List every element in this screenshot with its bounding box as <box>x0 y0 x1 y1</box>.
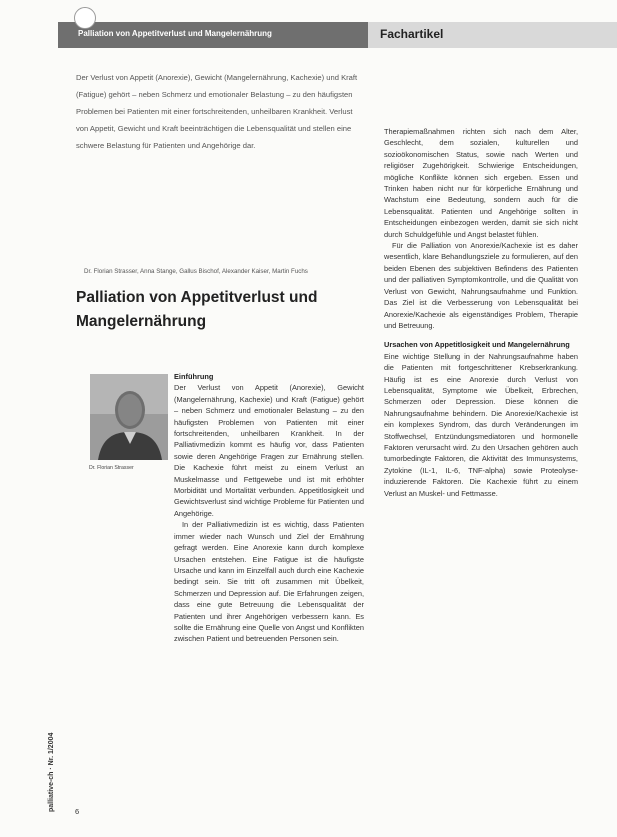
paragraph: Für die Palliation von Anorexie/Kachexie ist es daher wesentlich, klare Behandlungsziele zu formulieren, auf den beiden Ebenen des subjektiven Befindens des Patienten und der palliativen Symptomkontrolle, und die Qualität von Verlust von Gewicht, Nahrungsaufnahme und Funktion. Das Ziel ist die Verbesserung von Lebensqualität bei Anorexie/Kachexie als eigenständiges Problem, Therapie und Betreuung. <box>384 241 578 330</box>
article-title: Palliation von Appetitverlust und Mangelernährung <box>76 289 318 330</box>
section-heading-introduction: Einführung <box>174 372 214 381</box>
header-title: Palliation von Appetitverlust und Mangelernährung <box>78 29 272 38</box>
section-heading-causes: Ursachen von Appetitlosigkeit und Mangelernährung <box>384 340 570 350</box>
paragraph: Eine wichtige Stellung in der Nahrungsaufnahme haben die Patienten mit fortgeschrittener Krebserkrankung. Häufig ist es eine Anorexie durch Verlust von Lebensqualität, Symptome wie Übelkeit, Erbrechen, Schmerzen oder Depression. Diese können die Nahrungsaufnahme behindern. Die Anorexie/Kachexie ist ein komplexes Syndrom, das durch Veränderungen im Stoffwechsel, Entzündungsmediatoren und hormonelle Faktoren verursacht wird. Zu den Ursachen gehören auch tumorbedingte Faktoren, die Aktivität des Immunsystems, Zytokine (IL-1, IL-6, TNF-alpha) sowie Proteolyse-induzierende Faktoren. Die Kachexie führt zu einem Verlust an Muskel- und Fettmasse. <box>384 351 578 498</box>
paragraph: In der Palliativmedizin ist es wichtig, dass Patienten immer wieder nach Wunsch und Ziel der Ernährung gefragt werden. Eine Anorexie kann durch komplexe Ursachen entstehen. Eine Fatigue ist die häufigste Ursache und kann im Einzelfall auch durch eine Kachexie bedingt sein. Sie tritt oft zusammen mit Übelkeit, Schmerzen und Depression auf. Die Erfahrungen zeigen, dass eine gute Betreuung die Lebensqualität der Patienten und ihrer Angehörigen verbessern kann. Es sollte die Ernährung eine Quelle von Angst und Konflikten zwischen Patient und betreuenden Personen sein. <box>174 520 364 644</box>
page-number: 6 <box>75 807 80 816</box>
journal-issue: palliative-ch · Nr. 1/2004 <box>48 732 55 812</box>
header-section-label: Fachartikel <box>380 27 444 41</box>
article-column-middle <box>174 371 364 645</box>
paragraph: Der Verlust von Appetit (Anorexie), Gewicht (Mangelernährung, Kachexie) und Kraft (Fatigue) gehört – neben Schmerz und emotionaler Belastung – zu den häufigsten Problemen von Patienten mit einer fortschreitenden, unheilbaren Krankheit. In der Palliativmedizin kommt es häufig vor, dass Patienten sowie deren Angehörige Fragen zur Ernährung stellen. Die Kachexie führt meist zu einem Verlust an Muskelmasse und Fettgewebe und ist mit erhöhter Morbidität und Mortalität verbunden. Appetitlosigkeit und Gewichtsverlust sind wichtige Probleme für Patienten und Angehörige. <box>174 383 364 518</box>
author-photo <box>90 374 168 460</box>
journal-side-label <box>48 702 60 812</box>
photo-caption: Dr. Florian Strasser <box>89 465 134 471</box>
article-abstract: Der Verlust von Appetit (Anorexie), Gewicht (Mangelernährung, Kachexie) und Kraft (Fatigue) gehört – neben Schmerz und emotionaler Belastung – zu den häufigsten Problemen bei Patienten mit einer fortschreitenden, unheilbaren Krankheit. Verlust von Appetit, Gewicht und Kraft beeinträchtigen die Lebensqualität und stellen eine schwere Belastung für Patienten und Angehörige dar. <box>76 73 358 150</box>
article-authors: Dr. Florian Strasser, Anna Stange, Gallus Bischof, Alexander Kaiser, Martin Fuchs <box>84 268 308 275</box>
paragraph: Therapiemaßnahmen richten sich nach dem Alter, Geschlecht, dem sozialen, kulturellen und sozioökonomischen Status, sowie nach Werten und religiöser Zugehörigkeit. Schwierige Entscheidungen, mögliche Konflikte können sich ergeben. Essen und Trinken haben nicht nur für körperliche Ernährung und Wachstum eine Bedeutung, sondern auch für die Lebensqualität. Patienten und Angehörige sollten in Entscheidungen einbezogen werden, damit sie sich nicht durch Schuldgefühle und Angst belastet fühlen. <box>384 127 578 239</box>
header-circle-icon <box>74 7 96 29</box>
article-column-right <box>384 126 578 499</box>
